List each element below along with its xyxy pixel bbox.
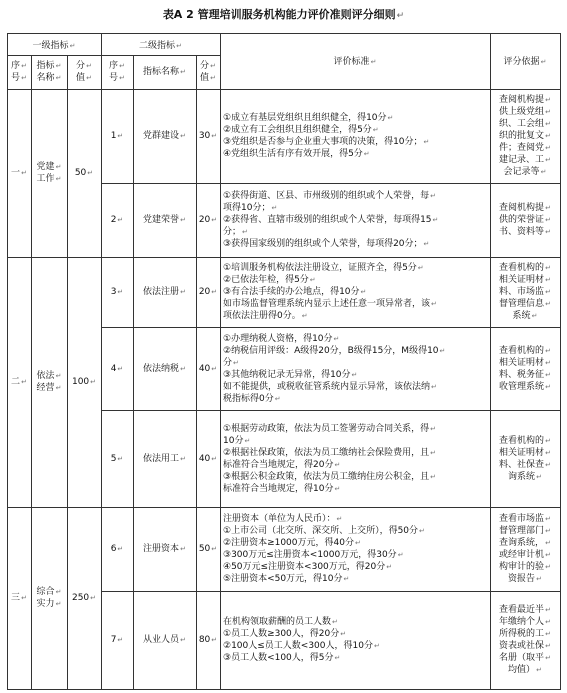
- row-name: 注册资本↵: [143, 544, 186, 554]
- paragraph-mark-icon: ↵: [545, 642, 551, 650]
- criteria-line: ③有合法手续的办公地点，得10分↵: [223, 287, 367, 297]
- paragraph-mark-icon: ↵: [531, 312, 538, 320]
- criteria-line: ③获得国家级别的组织或个人荣誉，每项得20分；↵: [223, 239, 430, 249]
- paragraph-mark-icon: ↵: [545, 630, 551, 638]
- row-score: 40↵: [198, 453, 218, 464]
- paragraph-mark-icon: ↵: [373, 642, 380, 650]
- paragraph-mark-icon: ↵: [117, 132, 124, 140]
- criteria-line: ②纳税信用评级：A级得20分，B级得15分，M级得10↵: [223, 345, 446, 356]
- row-score: 40↵: [198, 363, 218, 374]
- criteria-line: 税指标得0分↵: [223, 393, 281, 404]
- criteria-line: 如不能提供，或税收征管系统内显示异常，该依法纳↵: [223, 381, 437, 392]
- paragraph-mark-icon: ↵: [180, 288, 186, 296]
- paragraph-mark-icon: ↵: [117, 288, 124, 296]
- group-name: 实力↵: [36, 599, 62, 609]
- header-criteria: 评价标准↵: [333, 57, 377, 67]
- paragraph-mark-icon: ↵: [431, 300, 437, 308]
- paragraph-mark-icon: ↵: [545, 228, 551, 236]
- basis-line: 构审计的验↵: [499, 562, 551, 572]
- paragraph-mark-icon: ↵: [211, 216, 218, 224]
- paragraph-mark-icon: ↵: [21, 74, 27, 82]
- basis-line: 均值）↵: [508, 665, 542, 675]
- basis-line: 相关证明材↵: [499, 447, 551, 458]
- row-seq: 2↵: [110, 215, 124, 225]
- paragraph-mark-icon: ↵: [86, 62, 92, 70]
- paragraph-mark-icon: ↵: [540, 58, 547, 66]
- table-border-bottom: [7, 689, 561, 690]
- paragraph-mark-icon: ↵: [119, 62, 125, 70]
- header-level1-rule: [7, 55, 101, 56]
- paragraph-mark-icon: ↵: [90, 594, 97, 602]
- row-seq: 1↵: [110, 131, 124, 141]
- basis-line: 织、工会组↵: [499, 119, 551, 129]
- criteria-line: ②成立有工会组织且组织健全，得5分↵: [223, 125, 379, 135]
- paragraph-mark-icon: ↵: [333, 334, 340, 343]
- row-name: 从业人员↵: [143, 635, 186, 645]
- paragraph-mark-icon: ↵: [117, 454, 124, 463]
- header-score: 值↵: [76, 73, 92, 83]
- paragraph-mark-icon: ↵: [180, 132, 186, 140]
- paragraph-mark-icon: ↵: [117, 545, 124, 553]
- paragraph-mark-icon: ↵: [545, 382, 551, 391]
- paragraph-mark-icon: ↵: [180, 364, 186, 373]
- paragraph-mark-icon: ↵: [545, 618, 551, 626]
- paragraph-mark-icon: ↵: [363, 150, 370, 158]
- paragraph-mark-icon: ↵: [211, 132, 218, 140]
- paragraph-mark-icon: ↵: [301, 312, 308, 320]
- criteria-line: ②100人≤员工人数<300人，得10分↵: [223, 641, 380, 651]
- paragraph-mark-icon: ↵: [545, 120, 551, 128]
- group-name: 工作↵: [36, 174, 62, 184]
- criteria-line: ②获得省、直辖市级别的组织或个人荣誉，每项得15↵: [223, 215, 439, 225]
- paragraph-mark-icon: ↵: [117, 636, 124, 644]
- paragraph-mark-icon: ↵: [545, 551, 551, 559]
- paragraph-mark-icon: ↵: [545, 654, 551, 662]
- basis-line: 查看机构的↵: [499, 263, 551, 273]
- basis-line: 或经审计机↵: [499, 550, 551, 560]
- paragraph-mark-icon: ↵: [545, 108, 551, 116]
- criteria-line: ②注册资本≥1000万元，得40分↵: [223, 538, 361, 548]
- paragraph-mark-icon: ↵: [545, 606, 551, 614]
- paragraph-mark-icon: ↵: [21, 594, 27, 602]
- group-seq: 二↵: [11, 377, 27, 387]
- paragraph-mark-icon: ↵: [21, 62, 27, 70]
- paragraph-mark-icon: ↵: [417, 264, 424, 272]
- basis-line: 年缴纳个人↵: [499, 617, 551, 627]
- basis-line: 建记录、工↵: [499, 155, 551, 165]
- criteria-line: ③300万元≤注册资本<1000万元，得30分↵: [223, 550, 404, 560]
- paragraph-mark-icon: ↵: [90, 378, 97, 386]
- header-bottom-rule: [7, 89, 561, 90]
- criteria-line: 标准符合当地规定，得20分↵: [223, 459, 341, 470]
- row-seq: 7↵: [110, 635, 124, 645]
- paragraph-mark-icon: ↵: [423, 138, 430, 146]
- paragraph-mark-icon: ↵: [372, 126, 379, 134]
- paragraph-mark-icon: ↵: [55, 384, 62, 392]
- paragraph-mark-icon: ↵: [340, 630, 347, 638]
- basis-line: 询系统↵: [508, 471, 542, 482]
- basis-line: 督管理信息↵: [499, 299, 551, 309]
- paragraph-mark-icon: ↵: [545, 448, 551, 457]
- paragraph-mark-icon: ↵: [332, 618, 338, 626]
- paragraph-mark-icon: ↵: [545, 300, 551, 308]
- paragraph-mark-icon: ↵: [180, 454, 186, 463]
- header-name: 名称↵: [36, 73, 62, 83]
- paragraph-mark-icon: ↵: [430, 448, 436, 457]
- paragraph-mark-icon: ↵: [545, 370, 551, 379]
- row-name: 党建荣誉↵: [143, 215, 186, 225]
- criteria-line: ④党组织生活有序有效开展，得5分↵: [223, 149, 370, 159]
- table-title: [0, 6, 567, 22]
- paragraph-mark-icon: ↵: [354, 539, 361, 547]
- header-sub-seq: 序↵: [109, 61, 125, 71]
- basis-line: 资报告↵: [508, 574, 542, 584]
- paragraph-mark-icon: ↵: [211, 545, 218, 553]
- paragraph-mark-icon: ↵: [545, 156, 551, 164]
- row-name: 依法注册↵: [143, 287, 186, 297]
- basis-line: 查阅机构提↵: [499, 203, 551, 213]
- criteria-line: ①获得街道、区县、市州级别的组织或个人荣誉，每↵: [223, 191, 436, 201]
- paragraph-mark-icon: ↵: [180, 545, 186, 553]
- header-level2: 二级指标↵: [139, 41, 182, 51]
- basis-line: 查看机构的↵: [499, 435, 551, 446]
- paragraph-mark-icon: ↵: [545, 563, 551, 571]
- paragraph-mark-icon: ↵: [545, 216, 551, 224]
- table-border-top: [7, 33, 561, 34]
- paragraph-mark-icon: ↵: [545, 288, 551, 296]
- criteria-line: ①员工人数≥300人，得20分↵: [223, 629, 347, 639]
- basis-line: 查看最近半↵: [499, 605, 551, 615]
- paragraph-mark-icon: ↵: [545, 436, 551, 445]
- header-name: 指标↵: [36, 61, 62, 71]
- paragraph-mark-icon: ↵: [334, 654, 341, 662]
- paragraph-mark-icon: ↵: [432, 216, 439, 224]
- criteria-line: ①培训服务机构依法注册设立，证照齐全，得5分↵: [223, 263, 424, 273]
- paragraph-mark-icon: ↵: [351, 370, 358, 379]
- paragraph-mark-icon: ↵: [55, 175, 62, 183]
- basis-line: 会记录等↵: [503, 167, 547, 177]
- criteria-line: ③根据公积金政策，依法为员工缴纳住房公积金，且↵: [223, 471, 436, 482]
- paragraph-mark-icon: ↵: [430, 424, 436, 433]
- basis-line: 查看市场监↵: [499, 514, 551, 524]
- row-separator: [101, 183, 561, 184]
- paragraph-mark-icon: ↵: [386, 563, 393, 571]
- criteria-line: 分↵: [223, 357, 239, 368]
- paragraph-mark-icon: ↵: [545, 527, 551, 535]
- header-score: 分↵: [76, 61, 92, 71]
- paragraph-mark-icon: ↵: [397, 551, 404, 559]
- paragraph-mark-icon: ↵: [370, 58, 377, 66]
- paragraph-mark-icon: ↵: [334, 460, 341, 469]
- group-name: 经营↵: [36, 383, 62, 393]
- header-level2-rule: [101, 55, 220, 56]
- paragraph-mark-icon: ↵: [86, 74, 92, 82]
- criteria-line: ②根据社保政策，依法为员工缴纳社会保险费用，且↵: [223, 447, 436, 458]
- paragraph-mark-icon: ↵: [430, 192, 436, 200]
- basis-line: 相关证明材↵: [499, 357, 551, 368]
- criteria-line: ③党组织是否参与企业重大事项的决策，得10分；↵: [223, 137, 430, 147]
- paragraph-mark-icon: ↵: [180, 216, 186, 224]
- group-name: 党建↵: [36, 162, 62, 172]
- row-score: 20↵: [198, 287, 218, 297]
- paragraph-mark-icon: ↵: [55, 588, 62, 596]
- paragraph-mark-icon: ↵: [233, 358, 239, 367]
- paragraph-mark-icon: ↵: [545, 358, 551, 367]
- paragraph-mark-icon: ↵: [545, 515, 551, 523]
- basis-line: 料、市场监↵: [499, 287, 551, 297]
- paragraph-mark-icon: ↵: [545, 264, 551, 272]
- paragraph-mark-icon: ↵: [211, 288, 218, 296]
- paragraph-mark-icon: ↵: [334, 484, 341, 493]
- paragraph-mark-icon: ↵: [545, 144, 551, 152]
- group-separator: [7, 507, 561, 508]
- paragraph-mark-icon: ↵: [210, 74, 216, 82]
- row-separator: [101, 327, 561, 328]
- criteria-line: 10分↵: [223, 435, 251, 446]
- row-name: 依法用工↵: [143, 453, 186, 464]
- header-seq: 号↵: [11, 73, 27, 83]
- paragraph-mark-icon: ↵: [55, 600, 62, 608]
- criteria-line: ④50万元≤注册资本<300万元，得20分↵: [223, 562, 393, 572]
- criteria-line: ③其他纳税记录无异常，得10分↵: [223, 369, 358, 380]
- row-seq: 5↵: [110, 453, 124, 464]
- paragraph-mark-icon: ↵: [309, 276, 316, 284]
- basis-line: 料、社保查↵: [499, 459, 551, 470]
- criteria-line: 如市场监督管理系统内显示上述任意一项异常者，该↵: [223, 299, 437, 309]
- paragraph-mark-icon: ↵: [55, 74, 62, 82]
- criteria-line: ⑤注册资本<50万元，得10分↵: [223, 574, 350, 584]
- paragraph-mark-icon: ↵: [536, 666, 542, 674]
- paragraph-mark-icon: ↵: [180, 68, 186, 76]
- paragraph-mark-icon: ↵: [423, 240, 430, 248]
- row-score: 80↵: [198, 635, 218, 645]
- row-seq: 4↵: [110, 363, 124, 374]
- row-seq: 3↵: [110, 287, 124, 297]
- paragraph-mark-icon: ↵: [545, 96, 551, 104]
- paragraph-mark-icon: ↵: [360, 288, 367, 296]
- group-score: 50↵: [74, 168, 94, 178]
- paragraph-mark-icon: ↵: [545, 539, 551, 547]
- paragraph-mark-icon: ↵: [55, 163, 62, 171]
- criteria-line: ②已依法年检，得5分↵: [223, 275, 316, 285]
- criteria-line: ①上市公司（北交所、深交所、上交所），得50分↵: [223, 526, 425, 536]
- criteria-line: ①根据劳动政策，依法为员工签署劳动合同关系，得↵: [223, 423, 436, 434]
- paragraph-mark-icon: ↵: [545, 132, 551, 140]
- paragraph-mark-icon: ↵: [55, 372, 62, 380]
- basis-line: 名册（取平↵: [499, 653, 551, 663]
- basis-line: 供上级党组↵: [499, 107, 551, 117]
- basis-line: 查阅机构提↵: [499, 95, 551, 105]
- header-sub-score: 值↵: [200, 73, 216, 83]
- basis-line: 书、资料等↵: [499, 227, 551, 237]
- header-seq: 序↵: [11, 61, 27, 71]
- paragraph-mark-icon: ↵: [117, 216, 124, 224]
- paragraph-mark-icon: ↵: [21, 169, 27, 177]
- criteria-line: ③员工人数<100人，得5分↵: [223, 653, 341, 663]
- paragraph-mark-icon: ↵: [430, 472, 436, 481]
- header-sub-seq: 号↵: [109, 73, 125, 83]
- row-seq: 6↵: [110, 544, 124, 554]
- basis-line: 督管理部门↵: [499, 526, 551, 536]
- criteria-line: ①成立有基层党组织且组织健全，得10分↵: [223, 113, 394, 123]
- paragraph-mark-icon: ↵: [439, 346, 446, 355]
- paragraph-mark-icon: ↵: [540, 168, 547, 176]
- paragraph-mark-icon: ↵: [117, 364, 124, 373]
- criteria-line: ①办理纳税人资格，得10分↵: [223, 333, 340, 344]
- paragraph-mark-icon: ↵: [242, 228, 248, 236]
- paragraph-mark-icon: ↵: [545, 460, 551, 469]
- group-score: 100↵: [71, 377, 97, 387]
- table-title-text: 表A 2 管理培训服务机构能力评价准则评分细则: [162, 8, 396, 21]
- row-score: 30↵: [198, 131, 218, 141]
- paragraph-mark-icon: ↵: [545, 346, 551, 355]
- paragraph-mark-icon: ↵: [211, 454, 218, 463]
- row-score: 20↵: [198, 215, 218, 225]
- basis-line: 资表或社保↵: [499, 641, 551, 651]
- paragraph-mark-icon: ↵: [180, 636, 186, 644]
- criteria-line: 标准符合当地规定，得10分↵: [223, 483, 341, 494]
- group-separator: [7, 257, 561, 258]
- criteria-line: 项依法注册得0分。↵: [223, 311, 308, 321]
- header-sub-name: 指标名称↵: [143, 67, 186, 77]
- group-seq: 三↵: [11, 593, 27, 603]
- paragraph-mark-icon: ↵: [431, 382, 437, 391]
- criteria-line: 分；↵: [223, 227, 248, 237]
- paragraph-mark-icon: ↵: [210, 62, 216, 70]
- paragraph-mark-icon: ↵: [211, 364, 218, 373]
- paragraph-mark-icon: ↵: [545, 276, 551, 284]
- basis-line: 相关证明材↵: [499, 275, 551, 285]
- paragraph-mark-icon: ↵: [536, 472, 542, 481]
- paragraph-mark-icon: ↵: [387, 114, 394, 122]
- paragraph-mark-icon: ↵: [55, 62, 62, 70]
- paragraph-mark-icon: ↵: [87, 169, 94, 177]
- basis-line: 收管理系统↵: [499, 381, 551, 392]
- paragraph-mark-icon: ↵: [69, 42, 76, 50]
- header-sub-score: 分↵: [200, 61, 216, 71]
- basis-line: 件；查阅党↵: [499, 143, 551, 153]
- group-name: 综合↵: [36, 587, 62, 597]
- header-basis: 评分依据↵: [503, 57, 547, 67]
- paragraph-mark-icon: ↵: [21, 378, 27, 386]
- row-name: 党群建设↵: [143, 131, 186, 141]
- basis-line: 料、税务征↵: [499, 369, 551, 380]
- paragraph-mark-icon: ↵: [119, 74, 125, 82]
- basis-line: 所得税的工↵: [499, 629, 551, 639]
- paragraph-mark-icon: ↵: [271, 204, 278, 212]
- criteria-line: 注册资本（单位为人民币）：↵: [223, 514, 343, 524]
- paragraph-mark-icon: ↵: [176, 42, 182, 50]
- paragraph-mark-icon: ↵: [343, 575, 350, 583]
- paragraph-mark-icon: ↵: [536, 575, 542, 583]
- paragraph-mark-icon: ↵: [545, 204, 551, 212]
- row-score: 50↵: [198, 544, 218, 554]
- row-name: 依法纳税↵: [143, 363, 186, 374]
- paragraph-mark-icon: ↵: [419, 527, 425, 535]
- basis-line: 查看机构的↵: [499, 345, 551, 356]
- criteria-line: 在机构领取薪酬的员工人数↵: [223, 617, 338, 627]
- group-score: 250↵: [71, 593, 97, 603]
- paragraph-mark-icon: ↵: [211, 636, 218, 644]
- paragraph-mark-icon: ↵: [396, 11, 405, 21]
- basis-line: 供的荣誉证↵: [499, 215, 551, 225]
- basis-line: 织的批复文↵: [499, 131, 551, 141]
- basis-line: 系统↵: [512, 311, 538, 321]
- header-level1: 一级指标↵: [32, 41, 76, 51]
- basis-line: 查询系统，↵: [499, 538, 551, 548]
- row-separator: [101, 410, 561, 411]
- paragraph-mark-icon: ↵: [244, 436, 251, 445]
- row-separator: [101, 591, 561, 592]
- group-seq: 一↵: [11, 168, 27, 178]
- paragraph-mark-icon: ↵: [274, 394, 281, 403]
- group-name: 依法↵: [36, 371, 62, 381]
- criteria-line: 项得10分；↵: [223, 203, 278, 213]
- paragraph-mark-icon: ↵: [336, 515, 343, 523]
